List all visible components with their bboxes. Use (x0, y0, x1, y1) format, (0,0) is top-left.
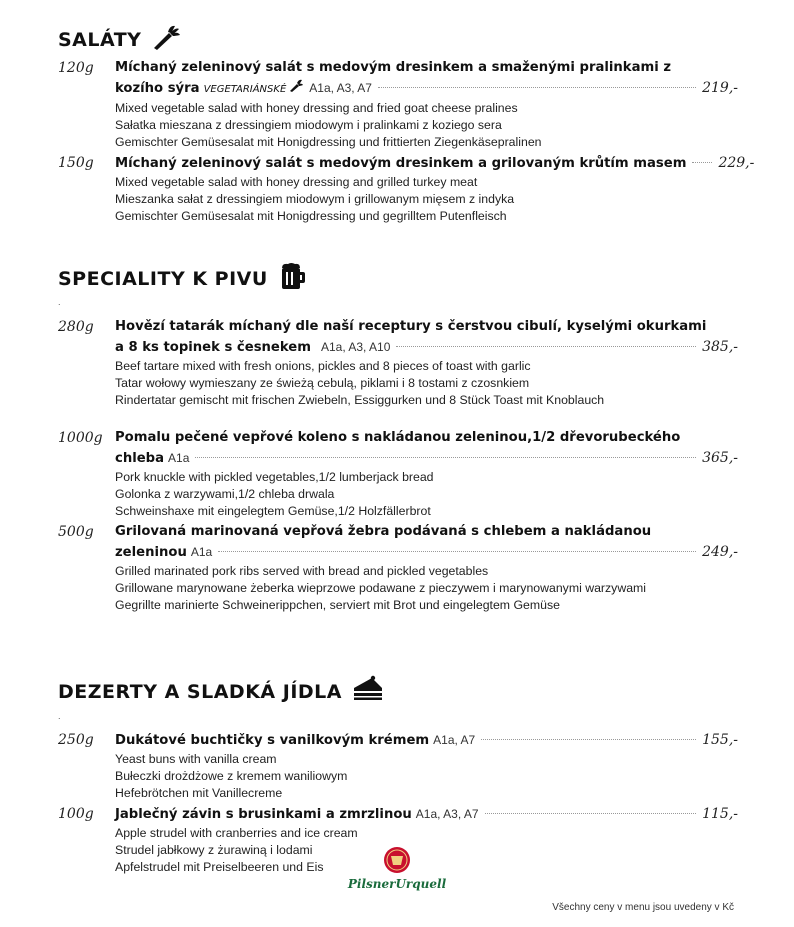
vegetarian-badge: VEGETARIÁNSKÉ (203, 84, 287, 95)
item-name: Hovězí tatarák míchaný dle naší receptury s čerstvou cibulí, kyselými okurkami a 8 ks topinek s česnekem A1a, A3, A10 385,- (115, 319, 738, 355)
desc-pl: Golonka z warzywami,1/2 chleba drwala (115, 487, 335, 501)
item-price: 219,- (702, 80, 738, 96)
desc-en: Mixed vegetable salad with honey dressing and grilled turkey meat (115, 175, 478, 189)
dotted-leader (481, 739, 696, 740)
section-title-dezerty: DEZERTY A SLADKÁ JÍDLA (58, 676, 384, 707)
item-price: 229,- (718, 155, 755, 171)
menu-item (58, 428, 738, 520)
desc-pl: Strudel jabłkowy z żurawiną i lodami (115, 843, 313, 857)
item-price: 365,- (702, 450, 738, 466)
menu-item (58, 58, 738, 151)
desc-de: Gemischter Gemüsesalat mit Honigdressing und frittierten Ziegenkäsepralinen (115, 135, 542, 149)
item-weight: 100g (58, 806, 94, 822)
carrot-icon (151, 24, 181, 55)
beer-mug-icon (278, 262, 306, 295)
item-price: 115,- (702, 806, 738, 822)
item-weight: 1000g (58, 430, 103, 446)
dotted-leader (692, 162, 712, 163)
item-price: 155,- (702, 732, 738, 748)
footer-price-note: Všechny ceny v menu jsou uvedeny v Kč (552, 902, 734, 913)
menu-item (58, 153, 755, 225)
item-weight: 500g (58, 524, 94, 540)
menu-item (58, 522, 738, 614)
item-name: Dukátové buchtičky s vanilkovým krémem A1a, A7 155,- (115, 732, 738, 748)
dotted-leader (218, 551, 696, 552)
desc-de: Gegrillte marinierte Schweinerippchen, serviert mit Brot und eingelegtem Gemüse (115, 598, 560, 612)
item-name: Pomalu pečené vepřové koleno s nakládanou zeleninou,1/2 dřevorubeckého chleba A1a 365,- (115, 430, 738, 466)
item-weight: 150g (58, 155, 94, 171)
desc-pl: Grillowane marynowane żeberka wieprzowe podawane z pieczywem i marynowanymi warzywami (115, 581, 647, 595)
desc-de: Hefebrötchen mit Vanillecreme (115, 786, 283, 800)
allergens: A1a, A3, A7 (309, 81, 372, 95)
dotted-leader (485, 813, 697, 814)
desc-en: Grilled marinated pork ribs served with bread and pickled vegetables (115, 564, 489, 578)
allergens: A1a, A3, A10 (320, 340, 391, 354)
allergens: A1a, A7 (433, 733, 476, 747)
allergens: A1a (168, 451, 190, 465)
desc-pl: Tatar wołowy wymieszany ze świeżą cebulą, piklami i 8 tostami z czosnkiem (115, 376, 530, 390)
section-title-salaty: SALÁTY (58, 24, 181, 55)
item-weight: 280g (58, 319, 94, 335)
desc-en: Beef tartare mixed with fresh onions, pickles and 8 pieces of toast with garlic (115, 359, 531, 373)
item-name: Jablečný závin s brusinkami a zmrzlinou A1a, A3, A7 115,- (115, 806, 738, 822)
item-name: Míchaný zeleninový salát s medovým dresinkem a grilovaným krůtím masem 229,- (115, 155, 755, 171)
allergens: A1a (190, 545, 213, 559)
section-title-pivo: SPECIALITY K PIVU (58, 262, 306, 295)
dotted-leader (378, 87, 696, 88)
desc-de: Rindertatar gemischt mit frischen Zwiebeln, Essiggurken und 8 Stück Toast mit Knoblauch (115, 393, 605, 407)
carrot-icon (289, 79, 303, 99)
logo-wordmark: PilsnerUrquell (347, 877, 447, 891)
item-name: Míchaný zeleninový salát s medovým dresinkem a smaženými pralinkami z kozího sýra VEGETARIÁNSKÉ A1a, A3, A7 219,- (115, 58, 738, 100)
pilsner-urquell-logo (347, 846, 447, 894)
desc-en: Pork knuckle with pickled vegetables,1/2 lumberjack bread (115, 470, 434, 484)
desc-de: Apfelstrudel mit Preiselbeeren und Eis (115, 860, 324, 874)
menu-item (58, 730, 738, 802)
desc-en: Yeast buns with vanilla cream (115, 752, 277, 766)
item-name: Grilovaná marinovaná vepřová žebra podávaná s chlebem a nakládanou zeleninou A1a 249,- (115, 524, 738, 560)
menu-item (58, 317, 738, 409)
desc-en: Mixed vegetable salad with honey dressing and fried goat cheese pralines (115, 101, 518, 115)
item-weight: 250g (58, 732, 94, 748)
item-price: 385,- (702, 339, 738, 355)
separator-dot: . (58, 297, 61, 307)
cake-slice-icon (352, 676, 384, 707)
desc-de: Gemischter Gemüsesalat mit Honigdressing und gegrilltem Putenfleisch (115, 209, 507, 223)
dotted-leader (195, 457, 696, 458)
desc-de: Schweinshaxe mit eingelegtem Gemüse,1/2 Holzfällerbrot (115, 504, 431, 518)
item-price: 249,- (702, 544, 738, 560)
desc-pl: Bułeczki drożdżowe z kremem waniliowym (115, 769, 348, 783)
allergens: A1a, A3, A7 (415, 807, 479, 821)
separator-dot: . (58, 711, 61, 721)
desc-pl: Sałatka mieszana z dressingiem miodowym i pralinkami z koziego sera (115, 118, 502, 132)
desc-pl: Mieszanka sałat z dressingiem miodowym i grillowanym mięsem z indyka (115, 192, 515, 206)
item-weight: 120g (58, 60, 94, 76)
desc-en: Apple strudel with cranberries and ice cream (115, 826, 358, 840)
dotted-leader (396, 346, 696, 347)
